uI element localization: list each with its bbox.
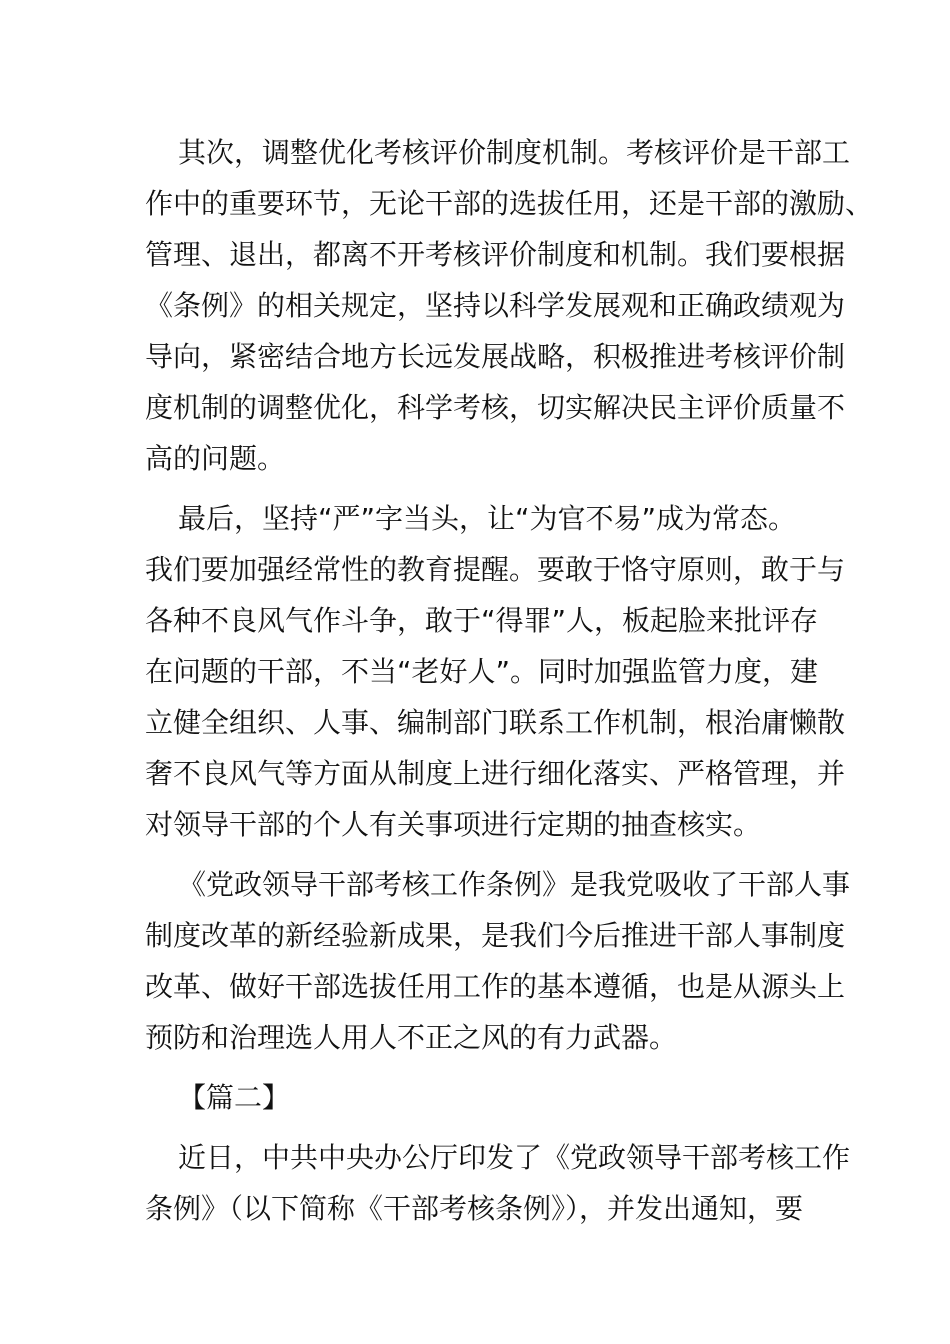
text-line: 管理、退出，都离不开考核评价制度和机制。我们要根据 bbox=[145, 238, 846, 271]
text-line: 立健全组织、人事、编制部门联系工作机制，根治庸懒散 bbox=[145, 706, 846, 739]
text-line: 近日，中共中央办公厅印发了《党政领导干部考核工作 bbox=[178, 1141, 851, 1174]
text-line: 高的问题。 bbox=[145, 442, 286, 475]
text-line: 对领导干部的个人有关事项进行定期的抽查核实。 bbox=[145, 808, 762, 841]
paragraph-intro-part-two bbox=[145, 1132, 851, 1234]
text-line: 预防和治理选人用人不正之风的有力武器。 bbox=[145, 1021, 678, 1054]
text-line: 条例》（以下简称《干部考核条例》），并发出通知，要 bbox=[145, 1192, 804, 1225]
document-body bbox=[145, 127, 874, 1234]
text-line: 在问题的干部，不当“老好人”。同时加强监管力度，建 bbox=[145, 655, 819, 688]
text-line: 改革、做好干部选拔任用工作的基本遵循，也是从源头上 bbox=[145, 970, 846, 1003]
text-line: 制度改革的新经验新成果，是我们今后推进干部人事制度 bbox=[145, 919, 846, 952]
text-line: 度机制的调整优化，科学考核，切实解决民主评价质量不 bbox=[145, 391, 846, 424]
paragraph-regulation-summary bbox=[145, 859, 851, 1063]
paragraph-strictness bbox=[145, 493, 846, 850]
text-line: 我们要加强经常性的教育提醒。要敢于恪守原则，敢于与 bbox=[145, 553, 846, 586]
text-line: 作中的重要环节，无论干部的选拔任用，还是干部的激励、 bbox=[145, 187, 874, 220]
text-line: 《条例》的相关规定，坚持以科学发展观和正确政绩观为 bbox=[145, 289, 846, 322]
text-line: 导向，紧密结合地方长远发展战略，积极推进考核评价制 bbox=[145, 340, 846, 373]
text-line: 最后，坚持“严”字当头，让“为官不易”成为常态。 bbox=[178, 502, 797, 535]
section-title: 【篇二】 bbox=[178, 1081, 291, 1114]
text-line: 各种不良风气作斗争，敢于“得罪”人，板起脸来批评存 bbox=[145, 604, 819, 637]
text-line: 《党政领导干部考核工作条例》是我党吸收了干部人事 bbox=[178, 868, 851, 901]
section-heading bbox=[145, 1072, 795, 1123]
text-line: 其次，调整优化考核评价制度机制。考核评价是干部工 bbox=[178, 136, 851, 169]
paragraph-assessment-mechanism bbox=[145, 127, 874, 484]
text-line: 奢不良风气等方面从制度上进行细化落实、严格管理，并 bbox=[145, 757, 846, 790]
